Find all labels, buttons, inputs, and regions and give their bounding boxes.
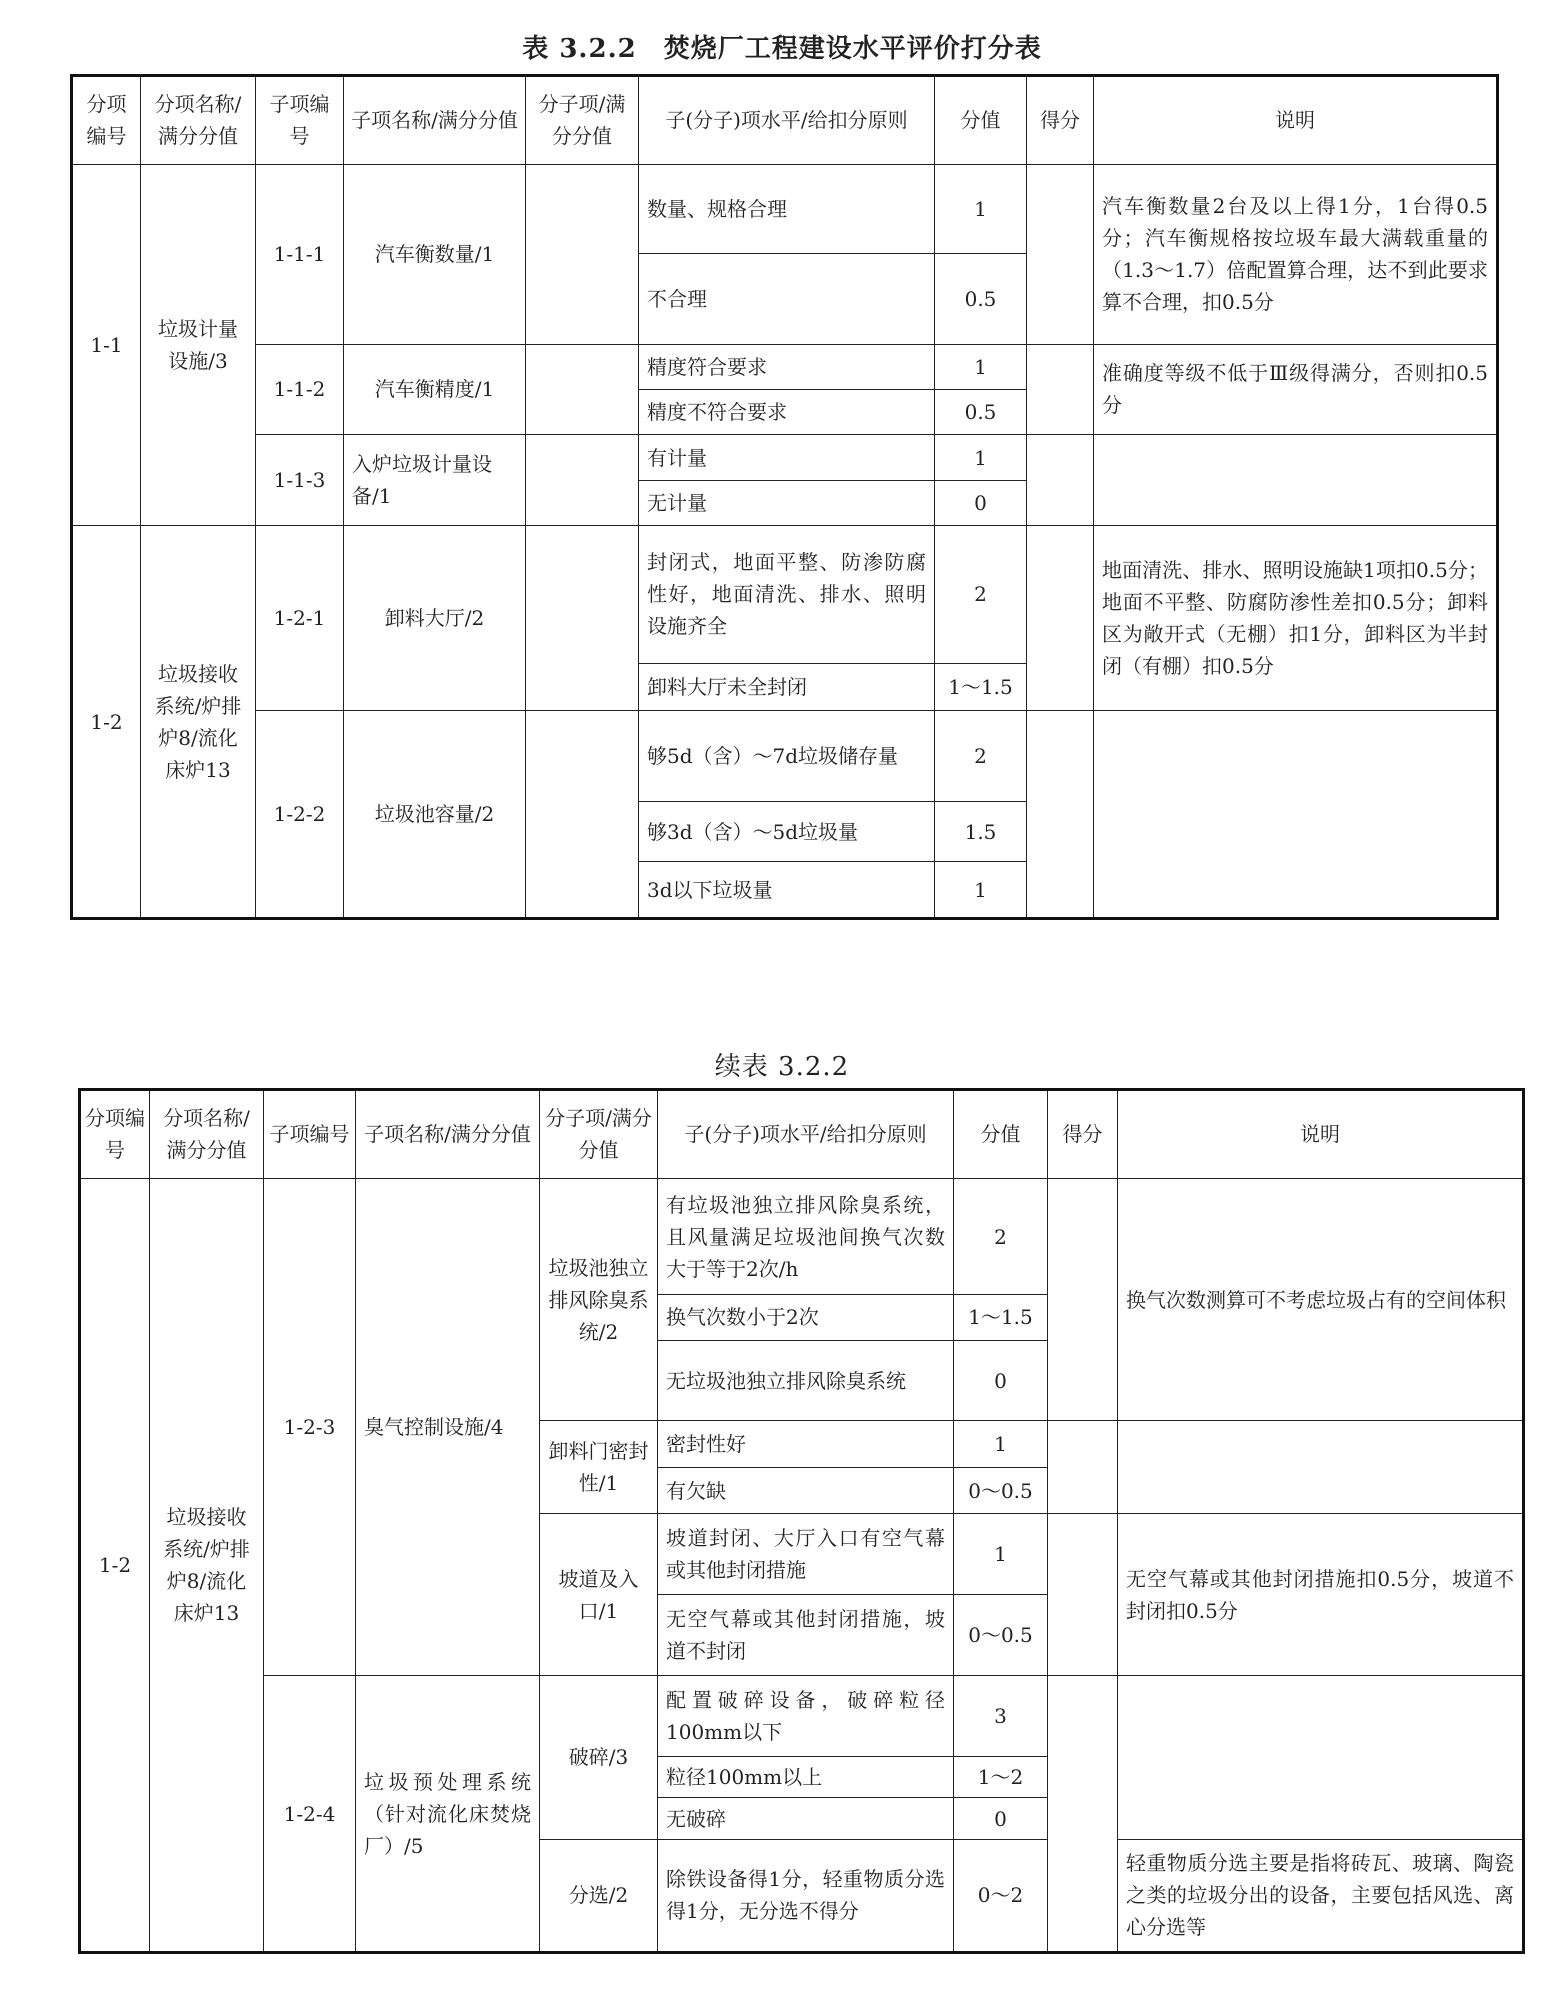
score-cell: 2 [935,710,1027,801]
earned-cell [1027,344,1094,435]
level-cell: 不合理 [639,253,935,344]
subsub-cell [526,526,639,711]
level-cell: 坡道封闭、大厅入口有空气幕或其他封闭措施 [658,1514,954,1595]
earned-cell [1048,1421,1118,1514]
table-row [80,1676,1524,1757]
score-cell: 0～2 [954,1839,1048,1952]
subsub-name: 坡道及入口/1 [540,1514,658,1676]
score-cell: 0～0.5 [954,1595,1048,1676]
table-row [72,164,1498,253]
item-name: 垃圾计量设施/3 [141,164,256,525]
header-row [80,1090,1524,1179]
level-cell: 无垃圾池独立排风除臭系统 [658,1340,954,1421]
note-cell: 轻重物质分选主要是指将砖瓦、玻璃、陶瓷之类的垃圾分出的设备，主要包括风选、离心分选等 [1118,1839,1524,1952]
score-cell: 1～2 [954,1756,1048,1797]
header-earned: 得分 [1027,76,1094,165]
level-cell: 卸料大厅未全封闭 [639,663,935,710]
table-row [72,710,1498,801]
header-item-name: 分项名称/满分分值 [141,76,256,165]
score-cell: 0 [954,1340,1048,1421]
subsub-name: 破碎/3 [540,1676,658,1840]
level-cell: 有垃圾池独立排风除臭系统，且风量满足垃圾池间换气次数大于等于2次/h [658,1178,954,1294]
item-name: 垃圾接收系统/炉排炉8/流化床炉13 [141,526,256,919]
sub-code: 1-1-3 [256,435,344,526]
sub-code: 1-2-3 [264,1178,356,1675]
score-cell: 1～1.5 [935,663,1027,710]
sub-name: 垃圾池容量/2 [344,710,526,918]
table-row [80,1178,1524,1294]
header-subsub: 分子项/满分分值 [526,76,639,165]
level-cell: 够5d（含）～7d垃圾储存量 [639,710,935,801]
header-note: 说明 [1094,76,1498,165]
score-cell: 1.5 [935,801,1027,862]
sub-name: 入炉垃圾计量设备/1 [344,435,526,526]
sub-name: 垃圾预处理系统（针对流化床焚烧厂）/5 [356,1676,540,1953]
subsub-name: 分选/2 [540,1839,658,1952]
score-cell: 1 [954,1514,1048,1595]
level-cell: 3d以下垃圾量 [639,862,935,919]
note-cell [1094,710,1498,918]
header-sub-name: 子项名称/满分分值 [356,1090,540,1179]
score-cell: 0 [935,480,1027,525]
subsub-name: 垃圾池独立排风除臭系统/2 [540,1178,658,1421]
table-row [72,526,1498,663]
sub-name: 臭气控制设施/4 [356,1178,540,1675]
item-code: 1-2 [72,526,141,919]
level-cell: 有欠缺 [658,1467,954,1513]
earned-cell [1027,710,1094,918]
item-code: 1-2 [80,1178,150,1952]
header-sub-name: 子项名称/满分分值 [344,76,526,165]
sub-code: 1-1-1 [256,164,344,344]
sub-code: 1-2-2 [256,710,344,918]
level-cell: 密封性好 [658,1421,954,1467]
note-cell: 汽车衡数量2台及以上得1分，1台得0.5分；汽车衡规格按垃圾车最大满载重量的（1.3～1.7）倍配置算合理，达不到此要求算不合理，扣0.5分 [1094,164,1498,344]
level-cell: 封闭式，地面平整、防渗防腐性好，地面清洗、排水、照明设施齐全 [639,526,935,663]
sub-name: 卸料大厅/2 [344,526,526,711]
earned-cell [1027,526,1094,711]
header-item-code: 分项编号 [80,1090,150,1179]
subsub-cell [526,435,639,526]
header-row [72,76,1498,165]
score-cell: 1 [935,164,1027,253]
header-note: 说明 [1118,1090,1524,1179]
sub-name: 汽车衡数量/1 [344,164,526,344]
level-cell: 换气次数小于2次 [658,1295,954,1340]
header-level: 子(分子)项水平/给扣分原则 [658,1090,954,1179]
level-cell: 配置破碎设备，破碎粒径100mm以下 [658,1676,954,1757]
item-code: 1-1 [72,164,141,525]
note-cell: 换气次数测算可不考虑垃圾占有的空间体积 [1118,1178,1524,1421]
header-level: 子(分子)项水平/给扣分原则 [639,76,935,165]
score-cell: 0.5 [935,253,1027,344]
item-name: 垃圾接收系统/炉排炉8/流化床炉13 [150,1178,264,1952]
note-cell [1118,1421,1524,1514]
level-cell: 除铁设备得1分，轻重物质分选得1分，无分选不得分 [658,1839,954,1952]
score-cell: 2 [935,526,1027,663]
score-cell: 1 [935,344,1027,389]
note-cell: 无空气幕或其他封闭措施扣0.5分，坡道不封闭扣0.5分 [1118,1514,1524,1676]
level-cell: 数量、规格合理 [639,164,935,253]
level-cell: 无计量 [639,480,935,525]
level-cell: 无空气幕或其他封闭措施，坡道不封闭 [658,1595,954,1676]
earned-cell [1048,1514,1118,1676]
earned-cell [1048,1178,1118,1421]
note-cell [1118,1676,1524,1840]
score-cell: 1 [935,435,1027,480]
level-cell: 粒径100mm以上 [658,1756,954,1797]
subsub-cell [526,164,639,344]
subsub-cell [526,344,639,435]
sub-code: 1-2-4 [264,1676,356,1953]
level-cell: 精度符合要求 [639,344,935,389]
sub-name: 汽车衡精度/1 [344,344,526,435]
sub-code: 1-1-2 [256,344,344,435]
score-cell: 0.5 [935,389,1027,434]
score-cell: 1 [935,862,1027,919]
level-cell: 够3d（含）～5d垃圾量 [639,801,935,862]
note-cell: 准确度等级不低于Ⅲ级得满分，否则扣0.5分 [1094,344,1498,435]
score-cell: 1 [954,1421,1048,1467]
score-cell: 0～0.5 [954,1467,1048,1513]
score-table-continued [78,1088,1525,1954]
header-sub-code: 子项编号 [256,76,344,165]
earned-cell [1027,435,1094,526]
table-row [72,344,1498,389]
score-cell: 0 [954,1798,1048,1839]
table-title: 表 3.2.2 焚烧厂工程建设水平评价打分表 [522,34,1042,64]
level-cell: 无破碎 [658,1798,954,1839]
earned-cell [1048,1676,1118,1953]
header-score: 分值 [935,76,1027,165]
note-cell: 地面清洗、排水、照明设施缺1项扣0.5分；地面不平整、防腐防渗性差扣0.5分；卸料区为敞开式（无棚）扣1分，卸料区为半封闭（有棚）扣0.5分 [1094,526,1498,711]
continued-title: 续表 3.2.2 [714,1052,850,1082]
earned-cell [1027,164,1094,344]
score-cell: 2 [954,1178,1048,1294]
score-table [70,74,1499,920]
header-sub-code: 子项编号 [264,1090,356,1179]
header-item-code: 分项编号 [72,76,141,165]
table-row [72,435,1498,480]
sub-code: 1-2-1 [256,526,344,711]
note-cell [1094,435,1498,526]
subsub-cell [526,710,639,918]
header-item-name: 分项名称/满分分值 [150,1090,264,1179]
subsub-name: 卸料门密封性/1 [540,1421,658,1514]
level-cell: 精度不符合要求 [639,389,935,434]
level-cell: 有计量 [639,435,935,480]
score-cell: 3 [954,1676,1048,1757]
score-cell: 1～1.5 [954,1295,1048,1340]
header-score: 分值 [954,1090,1048,1179]
header-earned: 得分 [1048,1090,1118,1179]
header-subsub: 分子项/满分分值 [540,1090,658,1179]
